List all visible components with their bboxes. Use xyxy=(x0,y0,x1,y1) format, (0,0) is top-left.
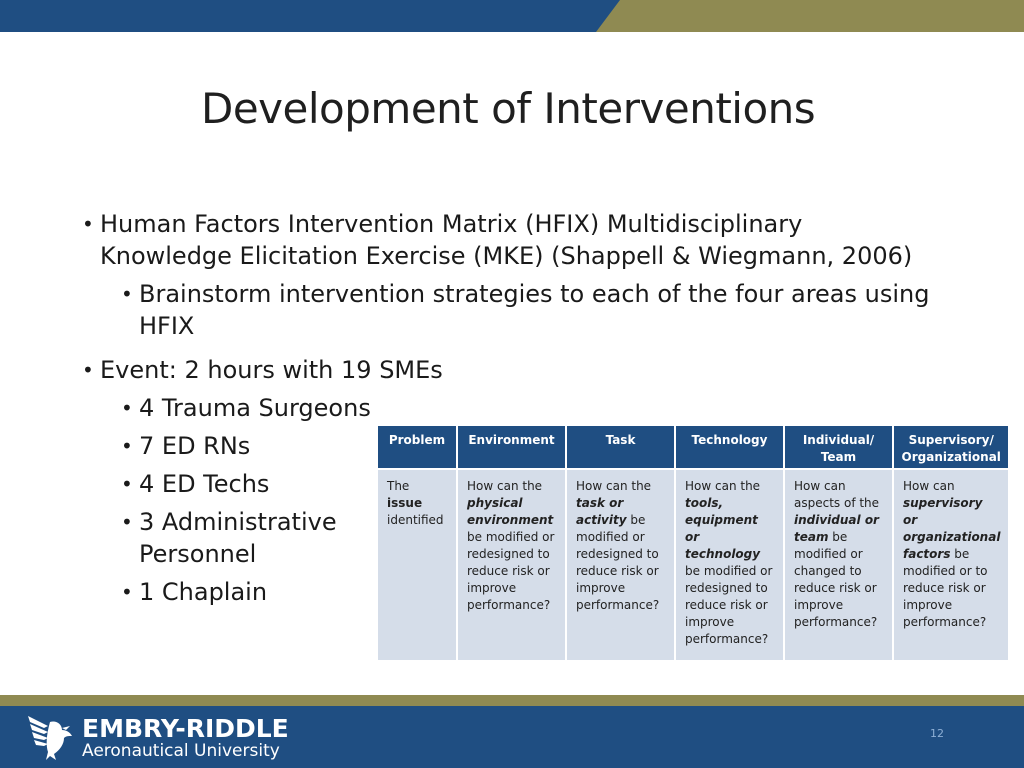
cell-text: identified xyxy=(387,513,444,527)
header-environment: Environment xyxy=(458,426,565,468)
cell-task xyxy=(567,468,674,660)
cell-emphasis: physical environment xyxy=(467,496,554,527)
table-header-row xyxy=(378,426,1008,468)
subbullet-techs xyxy=(121,468,270,500)
header-problem: Problem xyxy=(378,426,456,468)
cell-environment xyxy=(458,468,565,660)
cell-text: How can the xyxy=(685,479,761,493)
bullet-glyph: • xyxy=(121,434,133,458)
slide-title: Development of Interventions xyxy=(201,84,816,133)
header-individual-team: Individual/ Team xyxy=(785,426,892,468)
bullet-text: Knowledge Elicitation Exercise (MKE) (Shappell & Wiegmann, 2006) xyxy=(100,242,913,270)
bullet-glyph: • xyxy=(121,282,133,306)
brand-name: EMBRY-RIDDLE xyxy=(82,714,289,743)
top-banner xyxy=(0,0,1024,32)
bullet-text: HFIX xyxy=(139,312,195,340)
bullet-event xyxy=(82,354,443,386)
header-task: Task xyxy=(567,426,674,468)
bullet-hfix xyxy=(82,208,803,240)
bullet-text: 3 Administrative xyxy=(139,508,337,536)
cell-text: The xyxy=(387,479,410,493)
cell-supervisory xyxy=(894,468,1008,660)
header-supervisory: Supervisory/ Organizational xyxy=(894,426,1008,468)
bullet-text: Brainstorm intervention strategies to each of the four areas using xyxy=(139,280,930,308)
cell-emphasis: supervisory or organizational factors xyxy=(903,496,1001,561)
table-row xyxy=(378,468,1008,660)
cell-text: How can aspects of the xyxy=(794,479,880,510)
cell-text: be modified or redesigned to reduce risk or improve performance? xyxy=(685,564,773,646)
cell-emphasis: task or activity xyxy=(576,496,627,527)
bullet-text: Human Factors Intervention Matrix (HFIX) Multidisciplinary xyxy=(100,210,803,238)
cell-text: be modified or redesigned to reduce risk or improve performance? xyxy=(467,530,555,612)
cell-text: How can the xyxy=(467,479,543,493)
bullet-glyph: • xyxy=(82,212,94,236)
subbullet-admin xyxy=(121,506,337,538)
subbullet-brainstorm-cont xyxy=(139,310,194,342)
cell-emphasis: individual or team xyxy=(794,513,879,544)
cell-individual-team xyxy=(785,468,892,660)
page-number: 12 xyxy=(930,727,944,740)
cell-text: be modified or redesigned to reduce risk or improve performance? xyxy=(576,513,660,612)
cell-text: How can the xyxy=(576,479,652,493)
bullet-text: 4 Trauma Surgeons xyxy=(139,394,371,422)
subbullet-surgeons xyxy=(121,392,371,424)
cell-text: be modified or changed to reduce risk or improve performance? xyxy=(794,530,878,629)
bullet-glyph: • xyxy=(121,396,133,420)
bullet-text: 7 ED RNs xyxy=(139,432,251,460)
cell-text: How can xyxy=(903,479,955,493)
brand-subtitle: Aeronautical University xyxy=(82,741,280,761)
header-technology: Technology xyxy=(676,426,783,468)
subbullet-rns xyxy=(121,430,251,462)
cell-emphasis: issue xyxy=(387,496,423,510)
subbullet-chaplain xyxy=(121,576,268,608)
bullet-hfix-cont xyxy=(100,240,912,272)
bullet-text: 4 ED Techs xyxy=(139,470,270,498)
subbullet-brainstorm xyxy=(121,278,930,310)
bullet-glyph: • xyxy=(121,510,133,534)
cell-technology xyxy=(676,468,783,660)
bullet-text: Personnel xyxy=(139,540,257,568)
cell-problem xyxy=(378,468,456,660)
bullet-glyph: • xyxy=(82,358,94,382)
bullet-text: Event: 2 hours with 19 SMEs xyxy=(100,356,443,384)
bullet-text: 1 Chaplain xyxy=(139,578,268,606)
bullet-glyph: • xyxy=(121,580,133,604)
eagle-icon xyxy=(26,712,78,766)
subbullet-admin-cont xyxy=(139,538,256,570)
bullet-glyph: • xyxy=(121,472,133,496)
cell-emphasis: tools, equipment or technology xyxy=(685,496,761,561)
footer-gold-stripe xyxy=(0,695,1024,706)
cell-text: be modified or to reduce risk or improve performance? xyxy=(903,547,988,629)
hfix-table xyxy=(376,426,1024,660)
